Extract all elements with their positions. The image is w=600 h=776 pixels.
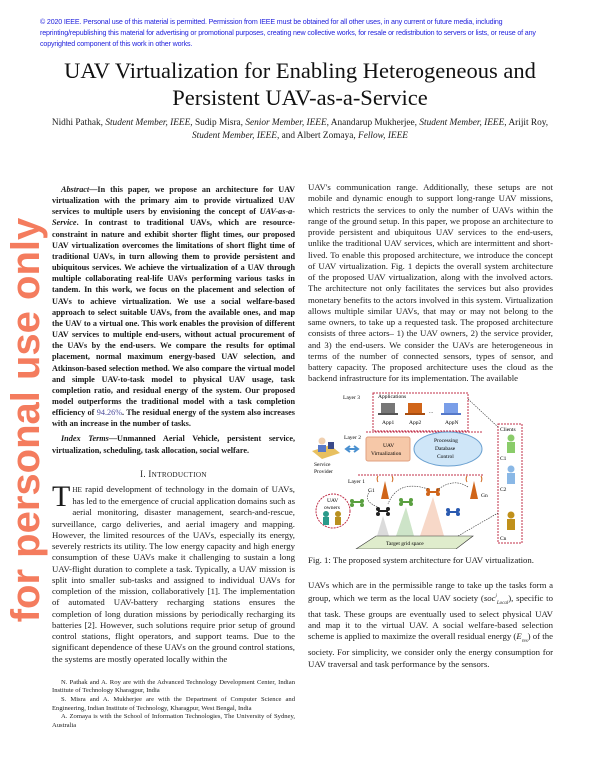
drone-icon bbox=[426, 488, 440, 496]
left-column bbox=[52, 184, 295, 730]
layer1-label: Layer 1 bbox=[348, 478, 365, 485]
owners-label: owners bbox=[324, 504, 340, 511]
service-provider-icon bbox=[312, 437, 340, 459]
drone-icon bbox=[446, 508, 460, 516]
footnotes bbox=[52, 679, 295, 731]
author-separator: , and bbox=[276, 131, 297, 142]
laptop-icon bbox=[441, 403, 461, 415]
author-list bbox=[50, 117, 550, 143]
author-separator: , bbox=[326, 118, 331, 129]
author-role: Student Member, IEEE bbox=[192, 131, 277, 142]
section-title-initial: I bbox=[148, 468, 152, 479]
author-role: Student Member, IEEE bbox=[419, 118, 505, 129]
drone-icon bbox=[376, 507, 390, 516]
client-label: C1 bbox=[500, 455, 507, 462]
author-name: Arijit Roy, bbox=[508, 118, 549, 129]
author-role: Student Member, IEEE bbox=[105, 118, 191, 129]
section-title-rest: NTRODUCTION bbox=[151, 470, 207, 479]
author-separator: , bbox=[504, 118, 509, 129]
g1-label: G1 bbox=[368, 487, 375, 494]
virtualization-label: Virtualization bbox=[371, 450, 402, 457]
index-terms-text: —Unmanned Aerial Vehicle, persistent service, virtualization, scheduling, task allocation, social welfare. bbox=[52, 434, 296, 455]
copyright-notice: © 2020 IEEE. Personal use of this material is permitted. Permission from IEEE must be obtained for all other uses, in any current or future media, including reprinting/republishing this material for advertising or promotional purposes, creating new collective works, for resale or redistribution to servers or lists, or reuse of any copyrighted component of this work in other works. bbox=[40, 18, 536, 48]
drop-cap: T bbox=[52, 479, 71, 513]
laptop-icon bbox=[405, 403, 425, 415]
author-name: Nidhi Pathak, bbox=[51, 118, 106, 129]
paragraph-text: ) of the society. For simplicity, we consider only the energy consumption for UAV traversal and task performance by the sensors. bbox=[308, 631, 553, 669]
drone-icon bbox=[350, 499, 364, 507]
layer3-label: Layer 3 bbox=[343, 394, 360, 401]
tower-icon bbox=[466, 476, 482, 499]
bidirectional-arrow-icon bbox=[346, 446, 358, 452]
page-header bbox=[20, 17, 580, 143]
ellipsis: ... bbox=[429, 408, 434, 415]
clients-label: Clients bbox=[500, 426, 516, 433]
coverage-beam bbox=[377, 516, 389, 536]
author-role: Senior Member, IEEE bbox=[245, 118, 327, 129]
right-column-paragraph bbox=[308, 580, 553, 670]
uav-virtualization-box bbox=[366, 437, 410, 461]
right-column-paragraph: UAV's communication range. Additionally, these setups are not mobile and dynamic enough to support long-range UAV missions, which restricts the services to only the number of UAVs within the range of the ground setup. In this paper, we propose an architecture to provide persistent and ubiquitous UAV services to the end-users, unlike the traditional UAV services, which are intermittent and short-lived. To enable this proposed architecture, we introduce the concept of UAV virtualization. Fig. 1 depicts the overall system architecture of the proposed UAV virtualization, along with the involved actors. The architecture not only facilitates the services but also provides monetary benefits to the actors involved in this system. Virtualization allows multiple similar UAVs, that may or may not belong to the same owners, to take up a requested task. The proposed architecture consists of three actors– 1) the UAV owners, 2) the service provider, and 3) the end-users. We consider the UAVs are heterogeneous in terms of the number of connected sensors, types of sensor, and battery capacity. The proposed architecture uses the cloud as the backend infrastructure for its implementation. The available bbox=[308, 182, 553, 384]
author-separator: , bbox=[190, 118, 195, 129]
introduction-text bbox=[52, 479, 295, 665]
footnote: S. Misra and A. Mukherjee are with the Department of Computer Science and Engineering, Indian Institute of Technology, Kharagpur, West Bengal, India bbox=[52, 695, 295, 712]
intro-body: rapid development of technology in the domain of UAVs, has led to the emergence of crucial application domains such as aerial monitoring, disaster management, search-and-rescue, surveillance, cargo deliveries, and aerial imagery and mapping. However, the limited resources of the UAVs, especially its energy, severely restricts its utility. The low energy capacity and high energy consumption of these UAVs make it challenging to sustain a long UAV-flight duration to complete a task. Typically, a UAV mission is split into smaller sub-tasks and assigned to individual UAVs for completion of the mission, collaboratively [1]. The implementation of automated UAV-battery recharging stations ensures the completion of long duration missions by periodically recharging its batteries [2]. However, such solutions require prior setup of ground control stations, flight operators, and support teams. Due to the significant dependence of these UAVs on the ground control stations, the systems are mostly operated locally within the bbox=[52, 483, 295, 664]
client-label: C2 bbox=[500, 486, 507, 493]
abstract-text: . The residual energy of the system also increases with an increase in the number of tasks. bbox=[52, 408, 295, 429]
coverage-beam bbox=[396, 507, 414, 536]
system-architecture-figure bbox=[308, 391, 553, 549]
paragraph-text: UAVs which are in the permissible range to take up the tasks form a group, which we term as the local UAV society ( bbox=[308, 579, 553, 603]
tower-icon bbox=[377, 476, 393, 499]
watermark: for personal use only bbox=[4, 217, 48, 623]
figure-caption: Fig. 1: The proposed system architecture for UAV virtualization. bbox=[308, 554, 534, 565]
math-superscript: i bbox=[495, 594, 497, 599]
coverage-beam bbox=[420, 497, 444, 536]
grid-label: Target grid space bbox=[386, 540, 424, 547]
abstract-label: Abstract bbox=[61, 185, 90, 194]
laptop-icon bbox=[378, 403, 398, 415]
math-soc: soc bbox=[483, 592, 496, 603]
app-label: AppN bbox=[445, 419, 459, 426]
author-name: Anandarup Mukherjee, bbox=[330, 118, 420, 129]
section-heading bbox=[52, 468, 295, 481]
abstract-text: —In this paper, we propose an architecture for UAV virtualization with the primary aim to provide virtualized UAV services to multiple users by envisioning the concept of bbox=[52, 185, 295, 217]
client-label: Cn bbox=[500, 535, 507, 542]
virtualization-label: UAV bbox=[383, 442, 395, 449]
app-label: App1 bbox=[382, 419, 395, 426]
footnote: A. Zomaya is with the School of Information Technologies, The University of Sydney, Australia bbox=[52, 713, 295, 729]
provider-label: Provider bbox=[314, 468, 333, 475]
author-role: Fellow, IEEE bbox=[358, 131, 408, 142]
owners-label: UAV bbox=[327, 497, 339, 504]
intro-lead: HE bbox=[72, 485, 82, 494]
app-label: App2 bbox=[409, 419, 422, 426]
right-column bbox=[308, 182, 553, 670]
abstract-term: UAV-as-a-Service bbox=[52, 207, 295, 228]
client-links bbox=[458, 399, 498, 536]
cloud-label: Control bbox=[437, 453, 454, 460]
section-number: I. bbox=[140, 468, 149, 479]
client-icon bbox=[507, 434, 515, 453]
client-icon bbox=[507, 465, 515, 484]
index-terms-label: Index Terms bbox=[61, 434, 109, 444]
client-icon bbox=[507, 511, 515, 530]
author-name: Albert Zomaya, bbox=[296, 131, 359, 142]
abstract-text: . In contrast to traditional UAVs, which are resource-constraint in nature and exhibit shorter flight times, our proposed UAV virtualization overcomes the limitations of short flight time of traditional UAVs, in turn allowing them to provide persistent and ubiquitous services. We achieve the virtualization of a UAV through multiple collaborating real-life UAVs performing various tasks in tandem. In this work, we focus on the placement and selection of UAVs to achieve virtualization. We use a social welfare-based approach to select suitable UAVs, from the available ones, and map the UAV to a virtual one. This work enables the provision of different UAV services to multiple end-users, without actual procurement of the UAVs by the end-users. We compare the results for optimal placement, normal maximum energy-based UAV selection, and Atkinson-based selection method. We also compare the virtual model and simple UAV-to-task model to physical UAV usage, task completion ratio, and residual energy of the system. Our proposed model outperforms the traditional model with a task completion efficiency of bbox=[52, 218, 295, 418]
provider-label: Service bbox=[314, 461, 331, 468]
abstract bbox=[52, 184, 295, 429]
drone-icon bbox=[399, 498, 413, 506]
math-subscript: res bbox=[521, 639, 528, 645]
math-e: E bbox=[516, 631, 522, 642]
footnote: N. Pathak and A. Roy are with the Advanced Technology Development Center, Indian Institute of Technology Kharagpur, India bbox=[52, 678, 295, 695]
cloud-label: Database bbox=[435, 445, 456, 452]
index-terms bbox=[52, 433, 295, 455]
efficiency-value: 94.26% bbox=[96, 408, 123, 418]
author-name: Sudip Misra, bbox=[194, 118, 246, 129]
math-subscript: Local bbox=[496, 600, 509, 606]
layer2-label: Layer 2 bbox=[344, 434, 361, 441]
paper-title: UAV Virtualization for Enabling Heterogeneous and Persistent UAV-as-a-Service bbox=[64, 58, 536, 111]
uav-owners-icon bbox=[323, 511, 341, 525]
applications-label: Applications bbox=[378, 393, 407, 400]
gn-label: Gn bbox=[481, 492, 488, 499]
paragraph-text: ), specific to that task. These groups are eventually used to select physical UAV and map it to the virtual UAV. A social welfare-based selection scheme is applied to maximize the overall residual energy ( bbox=[308, 592, 553, 642]
cloud-label: Processing bbox=[434, 437, 458, 444]
